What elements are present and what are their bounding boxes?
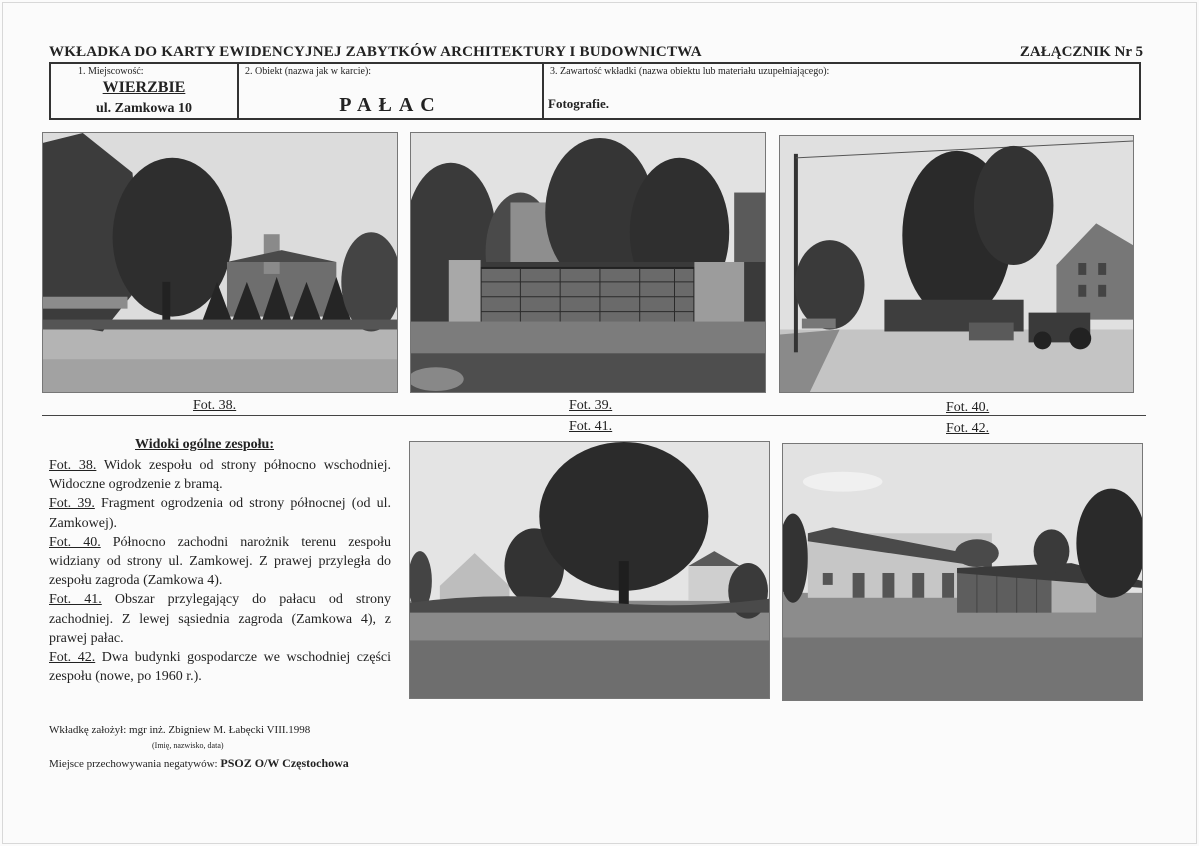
photo-39 [410, 132, 766, 393]
object-cell [239, 64, 544, 118]
description-text: Północno zachodni narożnik terenu zespołu widziany od strony ul. Zamkowej. Z prawej przyległa do zespołu zagroda (Zamkowa 4). [49, 534, 391, 589]
caption-photo-39: Fot. 39. [569, 398, 613, 413]
photo-40 [779, 135, 1134, 393]
photo-38 [42, 132, 398, 393]
contents-cell [544, 64, 1139, 118]
description-entry-42 [49, 648, 391, 686]
description-text: Fragment ogrodzenia od strony północnej (od ul. Zamkowej). [49, 496, 391, 531]
contents-label: 3. Zawartość wkładki (nazwa obiektu lub materiału uzupełniającego): [550, 66, 830, 77]
description-block [49, 456, 391, 686]
object-name: PAŁAC [339, 94, 442, 116]
caption-photo-42: Fot. 42. [946, 421, 990, 436]
photo-41 [409, 441, 770, 699]
description-ref: Fot. 39. [49, 496, 95, 512]
storage-label: Miejsce przechowywania negatywów: [49, 758, 221, 770]
description-text: Widok zespołu od strony północno wschodniej. Widoczne ogrodzenie z bramą. [49, 458, 391, 493]
footer-author: Wkładkę założył: mgr inż. Zbigniew M. Łabęcki VIII.1998 [49, 724, 311, 736]
record-table [49, 62, 1141, 120]
document-title: WKŁADKA DO KARTY EWIDENCYJNEJ ZABYTKÓW ARCHITEKTURY I BUDOWNICTWA [49, 44, 702, 60]
annex-number: ZAŁĄCZNIK Nr 5 [1019, 44, 1143, 60]
description-heading: Widoki ogólne zespołu: [135, 437, 274, 452]
photo-42 [782, 443, 1143, 701]
description-text: Obszar przylegający do pałacu od strony zachodniej. Z lewej sąsiednia zagroda (Zamkowa 4), z prawej pałac. [49, 592, 391, 646]
photo-palace-park-icon [43, 133, 397, 392]
street-address: ul. Zamkowa 10 [95, 101, 193, 116]
storage-value: PSOZ O/W Częstochowa [220, 756, 349, 770]
caption-photo-40: Fot. 40. [946, 400, 990, 415]
footer-storage [49, 756, 349, 771]
place-name: WIERZBIE [102, 79, 186, 96]
description-entry-38 [49, 456, 391, 494]
place-label: 1. Miejscowość: [78, 66, 144, 77]
caption-photo-41: Fot. 41. [569, 419, 613, 434]
description-entry-39 [49, 494, 391, 532]
photo-farm-buildings-icon [783, 444, 1142, 700]
place-cell [51, 64, 239, 118]
caption-photo-38: Fot. 38. [193, 398, 237, 413]
photo-fence-gate-icon [411, 133, 765, 392]
photo-corner-road-icon [780, 136, 1133, 392]
description-entry-40 [49, 533, 391, 591]
description-ref: Fot. 38. [49, 458, 97, 473]
description-ref: Fot. 40. [49, 534, 101, 550]
object-label: 2. Obiekt (nazwa jak w karcie): [245, 66, 372, 77]
description-ref: Fot. 41. [49, 592, 102, 608]
contents-value: Fotografie. [548, 96, 610, 111]
description-entry-41 [49, 590, 391, 648]
description-ref: Fot. 42. [49, 650, 96, 666]
description-text: Dwa budynki gospodarcze we wschodniej części zespołu (nowe, po 1960 r.). [49, 650, 391, 685]
footer-author-hint: (Imię, nazwisko, data) [152, 741, 224, 750]
section-divider [42, 415, 1146, 416]
photo-west-area-icon [410, 442, 769, 698]
